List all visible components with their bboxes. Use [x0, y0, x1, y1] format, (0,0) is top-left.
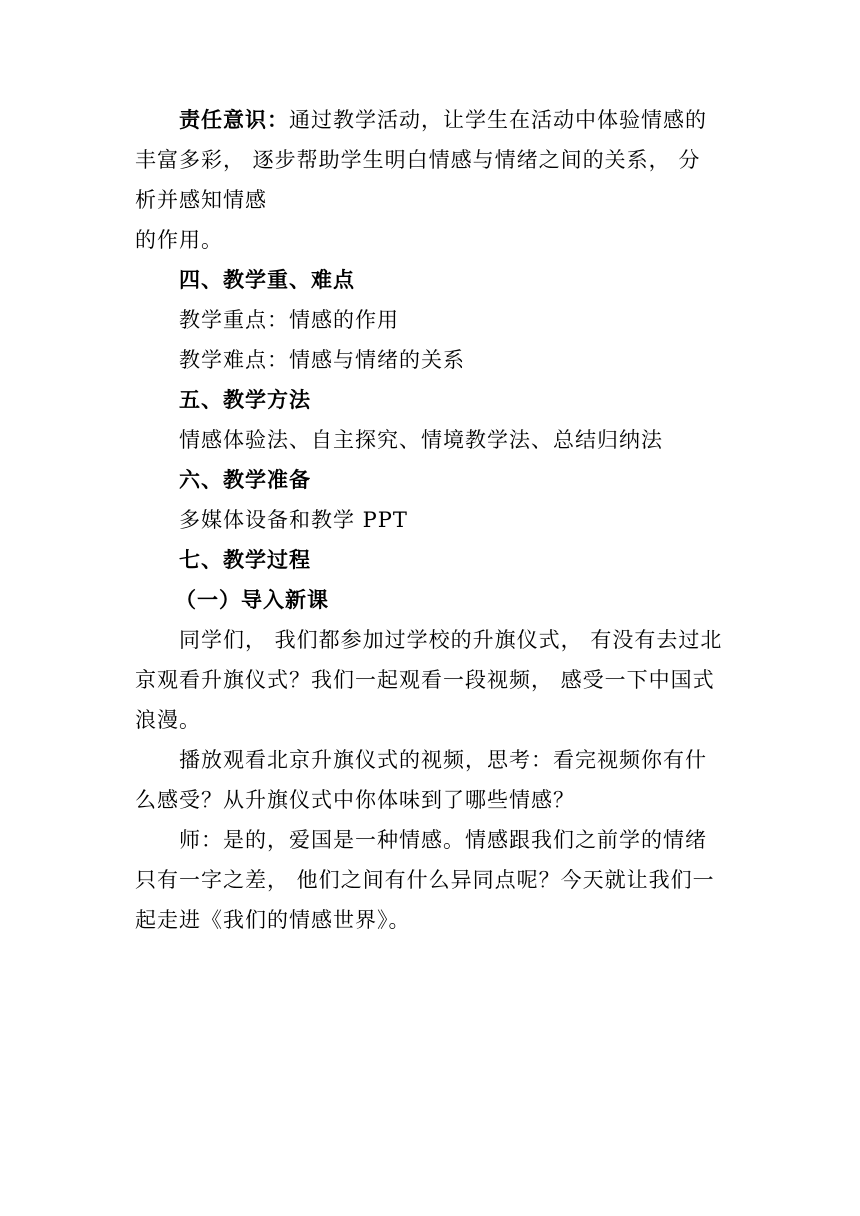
intro-para1-line3: 浪漫。: [135, 708, 201, 732]
document-page: [135, 100, 735, 940]
intro-para2-line1: 播放观看北京升旗仪式的视频，思考：看完视频你有什: [179, 748, 707, 772]
intro-para3-line1: 师：是的，爱国是一种情感。情感跟我们之前学的情绪: [179, 828, 707, 852]
section5-heading: 五、教学方法: [179, 388, 311, 412]
teaching-preparation-text: 多媒体设备和教学 PPT: [179, 508, 408, 532]
intro-para2-line2: 么感受？从升旗仪式中你体味到了哪些情感？: [135, 788, 575, 812]
responsibility-paragraph-line1: [135, 100, 735, 140]
section7-heading: 七、教学过程: [179, 548, 311, 572]
responsibility-text-line1: 通过教学活动，让学生在活动中体验情感的: [289, 108, 707, 132]
intro-para3-line2: 只有一字之差， 他们之间有什么异同点呢？今天就让我们一: [135, 868, 715, 892]
teaching-methods-text: 情感体验法、自主探究、情境教学法、总结归纳法: [179, 428, 663, 452]
section7-sub-heading: （一）导入新课: [175, 588, 329, 612]
responsibility-text-line4: 的作用。: [135, 228, 223, 252]
key-point-text: 教学重点：情感的作用: [179, 308, 399, 332]
difficult-point-text: 教学难点：情感与情绪的关系: [179, 348, 465, 372]
section6-heading: 六、教学准备: [179, 468, 311, 492]
intro-para3-line3: 起走进《我们的情感世界》。: [135, 908, 411, 932]
section4-heading: 四、教学重、难点: [179, 268, 355, 292]
responsibility-text-line2: 丰富多彩， 逐步帮助学生明白情感与情绪之间的关系， 分: [135, 148, 701, 172]
intro-para1-line1: 同学们， 我们都参加过学校的升旗仪式， 有没有去过北: [179, 628, 723, 652]
responsibility-text-line3: 析并感知情感: [135, 188, 267, 212]
responsibility-label: 责任意识：: [179, 108, 289, 132]
intro-para1-line2: 京观看升旗仪式？我们一起观看一段视频， 感受一下中国式: [135, 668, 715, 692]
